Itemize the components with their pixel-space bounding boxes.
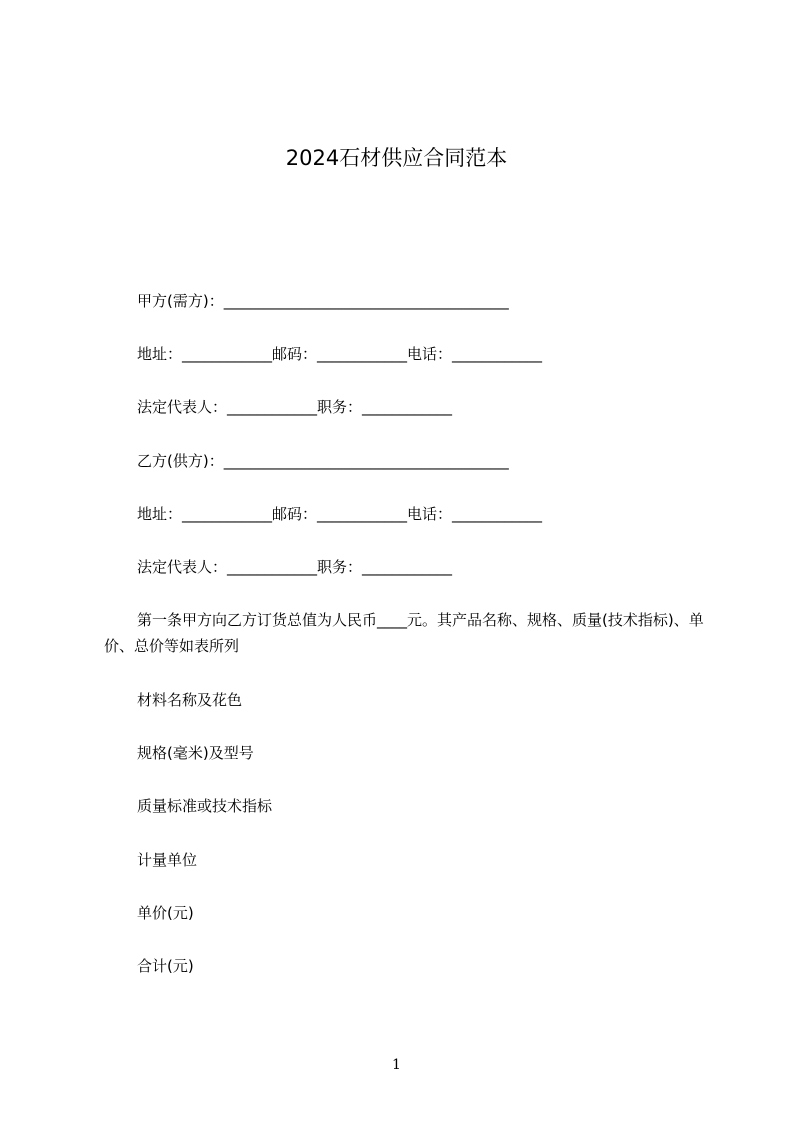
table-item: 单价(元) — [137, 904, 194, 922]
page-number: 1 — [392, 1057, 401, 1073]
party-b-representative-line: 法定代表人：____________职务：____________ — [137, 558, 453, 576]
party-a-representative-line: 法定代表人：____________职务：____________ — [137, 398, 453, 416]
table-item: 材料名称及花色 — [137, 691, 243, 709]
party-a-line: 甲方(需方)：______________________________________ — [137, 292, 509, 310]
table-item: 合计(元) — [137, 957, 194, 975]
table-item: 规格(毫米)及型号 — [137, 744, 254, 762]
party-a-contact-line: 地址：____________邮码：____________电话：____________ — [137, 345, 543, 363]
document-title: 2024石材供应合同范本 — [285, 146, 508, 170]
party-b-line: 乙方(供方)：______________________________________ — [137, 452, 509, 470]
table-item: 质量标准或技术指标 — [137, 797, 273, 815]
article-1-paragraph: 第一条甲方向乙方订货总值为人民币____元。其产品名称、规格、质量(技术指标)、单价、总价等如表所列 — [104, 611, 704, 655]
table-item: 计量单位 — [137, 851, 198, 869]
party-b-contact-line: 地址：____________邮码：____________电话：____________ — [137, 505, 543, 523]
